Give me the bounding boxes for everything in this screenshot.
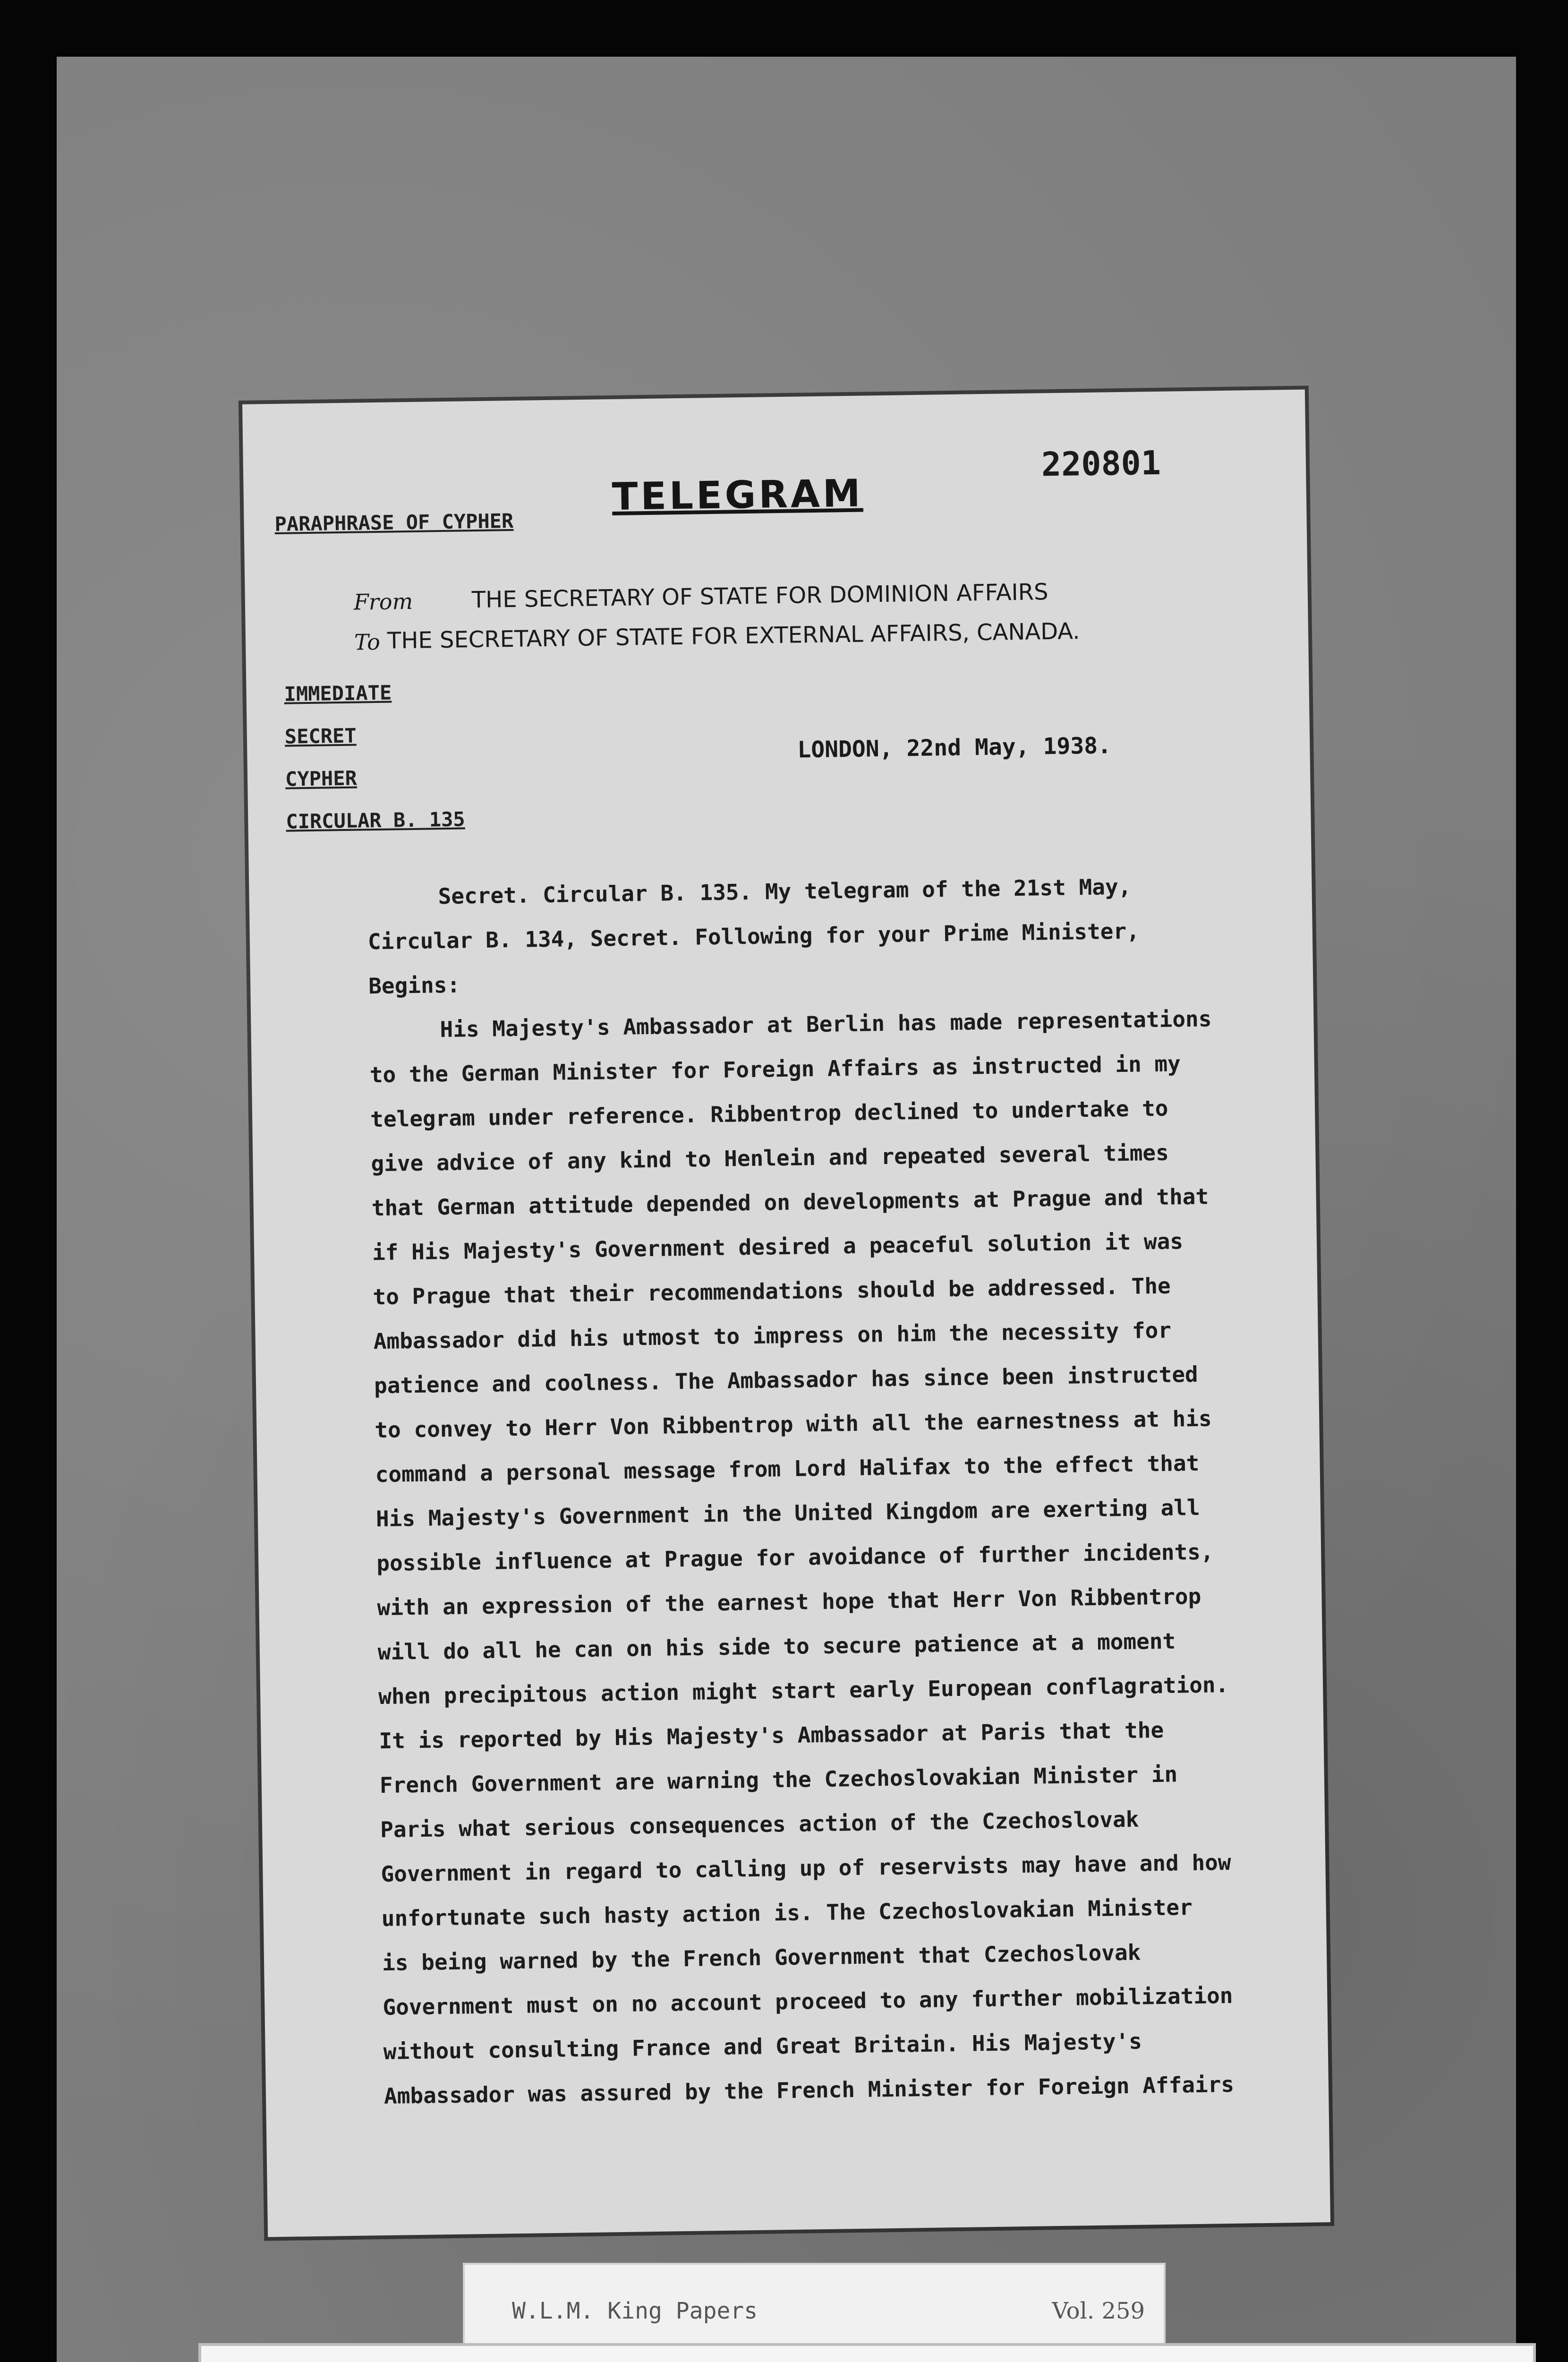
body-line: with an expression of the earnest hope that Herr Von Ribbentrop [377,1583,1202,1621]
body-line: without consulting France and Great Britain. His Majesty's [383,2028,1142,2065]
archive-card [198,2343,1536,2362]
tag-circular: CIRCULAR B. 135 [286,807,465,833]
body-line: to the German Minister for Foreign Affairs as instructed in my [369,1051,1181,1088]
dateline: LONDON, 22nd May, 1938. [797,732,1112,763]
body-line: that German attitude depended on developments at Prague and that [371,1183,1209,1221]
body-line: is being warned by the French Government that Czechoslovak [382,1939,1141,1976]
from-label: From [353,588,413,615]
body-line: Ambassador did his utmost to impress on him the necessity for [373,1317,1172,1354]
telegram-sheet [242,389,1330,2237]
body-line: possible influence at Prague for avoidance of further incidents, [376,1539,1214,1576]
paraphrase-label: PARAPHRASE OF CYPHER [274,509,514,536]
body-line: give advice of any kind to Henlein and repeated several times [371,1139,1169,1177]
body-line: when precipitous action might start early European conflagration. [378,1672,1229,1710]
body-line: Ambassador was assured by the French Minister for Foreign Affairs [383,2071,1235,2109]
body-line: patience and coolness. The Ambassador has since been instructed [374,1361,1199,1399]
body-line: to convey to Herr Von Ribbentrop with all the earnestness at his [374,1405,1212,1443]
body-line: Government must on no account proceed to any further mobilization [383,1982,1233,2020]
body-line: command a personal message from Lord Halifax to the effect that [375,1450,1200,1488]
telegram-title: TELEGRAM [612,471,864,519]
document-number: 220801 [1041,443,1161,484]
body-line: if His Majesty's Government desired a peaceful solution it was [372,1228,1184,1266]
body-line: unfortunate such hasty action is. The Czechoslovakian Minister [381,1894,1193,1932]
tag-cypher: CYPHER [285,766,358,791]
body-line: Begins: [368,972,460,999]
body-line: Secret. Circular B. 135. My telegram of the 21st May, [438,873,1132,909]
archive-mount [57,57,1516,2362]
body-line: His Majesty's Ambassador at Berlin has made representations [440,1006,1212,1043]
body-line: His Majesty's Government in the United Kingdom are exerting all [375,1494,1200,1532]
body-line: Circular B. 134, Secret. Following for your Prime Minister, [367,918,1140,955]
to-label: To [354,629,381,655]
body-line: telegram under reference. Ribbentrop declined to undertake to [370,1095,1168,1132]
body-line: Paris what serious consequences action of the Czechoslovak [380,1806,1139,1843]
body-line: Government in regard to calling up of reservists may have and how [381,1849,1231,1887]
from-value: THE SECRETARY OF STATE FOR DOMINION AFFAIRS [471,579,1048,614]
body-line: to Prague that their recommendations should be addressed. The [373,1273,1171,1310]
body-line: will do all he can on his side to secure patience at a moment [377,1628,1176,1665]
tag-immediate: IMMEDIATE [284,681,392,706]
body-line: It is reported by His Majesty's Ambassador at Paris that the [379,1717,1164,1754]
telegram-body [367,862,1305,2118]
volume-number: Vol. 259 [1052,2298,1145,2324]
body-line: French Government are warning the Czechoslovakian Minister in [379,1761,1178,1798]
tag-secret: SECRET [284,724,357,748]
collection-name: W.L.M. King Papers [512,2298,758,2324]
to-value: THE SECRETARY OF STATE FOR EXTERNAL AFFAIRS, CANADA. [387,618,1080,654]
